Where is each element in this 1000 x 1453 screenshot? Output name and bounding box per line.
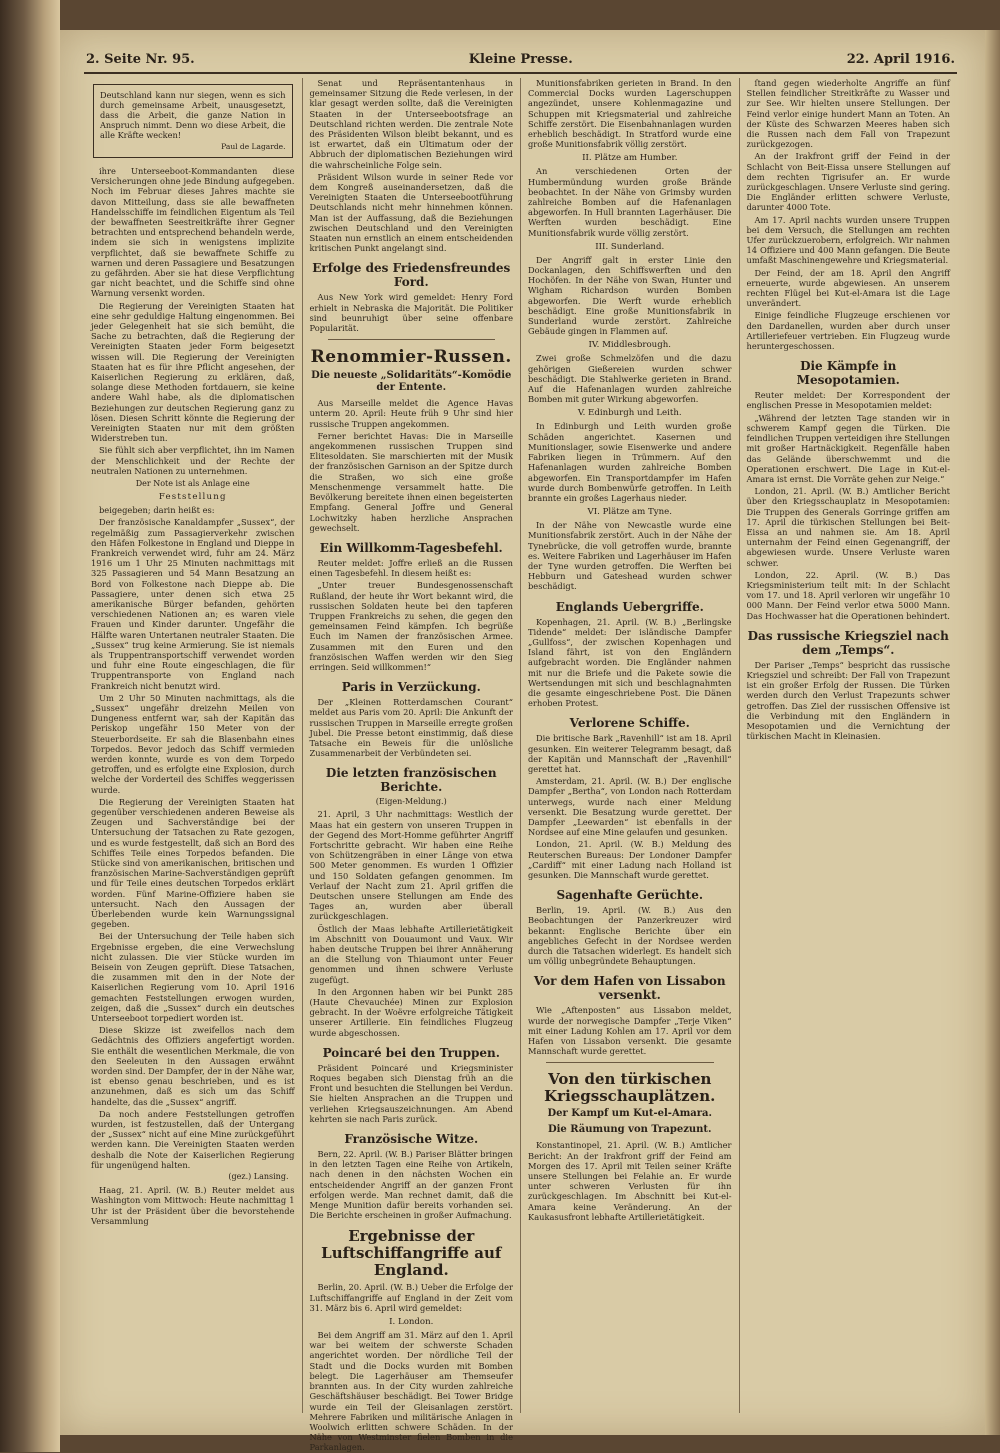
paragraph: Wie „Aftenposten“ aus Lissabon meldet, wurde der norwegische Dampfer „Terje Viken“ mit einer Ladung Kohlen am 17. April vor dem Hafen von Lissabon versenkt. Die gesamte Mannschaft wurde gerettet. bbox=[528, 1005, 732, 1057]
masthead: Kleine Presse. bbox=[468, 52, 573, 67]
signature: (gez.) Lansing. bbox=[228, 1172, 289, 1182]
columns bbox=[84, 78, 957, 1453]
paragraph: Diese Skizze ist zweifellos nach dem Gedächtnis des Offiziers angefertigt worden. Sie enthält die wesentlichen Merkmale, die von den Seeleuten in den Aussagen erwähnt worden sind. Der Dampfer, der in der Nähe war, ist ebenso genau beschrieben, und es ist anzunehmen, daß es sich um das Schiff handelte, das die „Sussex“ angriff. bbox=[91, 1025, 295, 1107]
section-title: I. London. bbox=[389, 1317, 434, 1328]
paragraph: Zwei große Schmelzöfen und die dazu gehörigen Gießereien wurden schwer beschädigt. Die Stahlwerke gerieten in Brand. Auf die Hafenanlagen wurden zahlreiche Bomben mit guter Wirkung abgeworfen. bbox=[528, 353, 732, 405]
paragraph: Die Regierung der Vereinigten Staaten hat gegenüber verschiedenen anderen Beweise als Zeugen und Sachverständige bei der Untersuchung der Tatsachen zu Rate gezogen, und es wurde festgestellt, daß sich an Bord des Schiffes Teile eines Torpedos befanden. Die Stücke sind von amerikanischen, britischen und französischen Marine-Sachverständigen geprüft und für Teile eines deutschen Torpedos erklärt worden. Fünf Marine-Offiziere haben sie untersucht. Nach den Aussagen der Überlebenden wurde kein Warnungssignal gegeben. bbox=[91, 796, 295, 930]
divider bbox=[328, 339, 496, 340]
paragraph: Kopenhagen, 21. April. (W. B.) „Berlingske Tidende“ meldet: Der isländische Dampfer „Gullfoss“, der zwischen Kopenhagen und Island fährt, ist von den Engländern aufgebracht worden. Die Engländer nahmen mit nur die Briefe und die Pakete sowie die Wertsendungen mit sich und beschlagnahmten die gesamte eingeschriebene Post. Die Dänen erhoben Protest. bbox=[528, 616, 732, 709]
column-4 bbox=[740, 78, 958, 1413]
paragraph: Die britische Bark „Ravenhill“ ist am 18. April gesunken. Ein weiterer Telegramm besagt, daß der Kapitän und Mannschaft der „Ravenhill“ gerettet hat. bbox=[528, 733, 732, 774]
headline-tagesbefehl: Ein Willkomm-Tagesbefehl. bbox=[319, 540, 503, 555]
paragraph: Reuter meldet: Der Korrespondent der englischen Presse in Mesopotamien meldet: bbox=[746, 390, 950, 411]
annex-note: Der Note ist als Anlage eine bbox=[135, 479, 250, 489]
issue-date: 22. April 1916. bbox=[846, 52, 955, 67]
page-edge bbox=[985, 30, 1000, 1435]
paragraph: Bei dem Angriff am 31. März auf den 1. April war bei weitem der schwerste Schaden angerichtet worden. Der nördliche Teil der Stadt und die Docks wurden mit Bomben belegt. Die Lagerhäuser am Themseufer brannten aus. In der City wurden zahlreiche Geschäftshäuser beschädigt. Bei Tower Bridge wurde ein Teil der Gleisanlagen zerstört. Mehrere Fabriken und militärische Anlagen in Woolwich erlitten schwere Schäden. In der Nähe von Westminster fielen Bomben in die Parkanlagen. bbox=[309, 1330, 513, 1453]
divider bbox=[546, 1062, 714, 1063]
paragraph: Berlin, 19. April. (W. B.) Aus den Beobachtungen der Panzerkreuzer wird bekannt: Englische Berichte über ein angebliches Gefecht in der Nordsee werden durch die Tatsachen widerlegt. Es handelt sich um völlig unbegründete Behauptungen. bbox=[528, 905, 732, 967]
headline-verzueckung: Paris in Verzückung. bbox=[341, 680, 481, 695]
section-title: III. Sunderland. bbox=[595, 241, 665, 252]
paragraph: ihre Unterseeboot-Kommandanten diese Versicherungen ohne jede Bindung aufgegeben. Noch im Februar dieses Jahres machte sie davon Mitteilung, dass sie alle bewaffneten Handelsschiffe im feindlichen Eigentum als Teil der bewaffneten Seestreitkräfte ihrer Gegner betrachten und entsprechend behandeln werde, indem sie sich in wenigstens implizite verpflichtet, daß sie bewaffnete Schiffe zu warnen und deren Passagiere und Besatzungen zu gefährden. Aber sie hat diese Verpflichtung gar nicht beachtet, und die Schiffe sind ohne Warnung versenkt worden. bbox=[91, 166, 295, 299]
paragraph: An verschiedenen Orten der Humbermündung wurden große Brände beobachtet. In der Nähe von Grimsby wurden zahlreiche Bomben auf die Hafenanlagen abgeworfen. In Hull brannten Lagerhäuser. Die Werften wurden beschädigt. Eine Munitionsfabrik wurde völlig zerstört. bbox=[528, 166, 732, 238]
paragraph: Präsident Poincaré und Kriegsminister Roques begaben sich Dienstag früh an die Front und besuchten die Stellungen bei Verdun. Sie hielten Ansprachen an die Truppen und verliehen Kriegsauszeichnungen. Am Abend kehrten sie nach Paris zurück. bbox=[309, 1062, 513, 1124]
paragraph: Der „Kleinen Rotterdamschen Courant“ meldet aus Paris vom 20. April: Die Ankunft der russischen Truppen in Marseille erregte großen Jubel. Die Presse betont einstimmig, daß diese Tatsache ein Beweis für die unlösliche Zusammenarbeit der Verbündeten sei. bbox=[309, 697, 513, 759]
paragraph: Konstantinopel, 21. April. (W. B.) Amtlicher Bericht: An der Irakfront griff der Feind am Morgen des 17. April mit Teilen seiner Kräfte unsere Stellungen bei Felahie an. Er wurde unter schweren Verlusten für ihn zurückgeschlagen. Im Abschnitt bei Kut-el-Amara keine Veränderung. An der Kaukasusfront lebhafte Artillerietätigkeit. bbox=[528, 1140, 732, 1222]
section-title: V. Edinburgh und Leith. bbox=[577, 408, 682, 419]
headline-renommier-russen: Renommier-Russen. bbox=[310, 347, 512, 368]
paragraph: Haag, 21. April. (W. B.) Reuter meldet aus Washington vom Mittwoch: Heute nachmittag 1 Uhr ist der Präsident über die bevorstehende Versammlung bbox=[91, 1185, 295, 1226]
paragraph: In Edinburgh und Leith wurden große Schäden angerichtet. Kasernen und Munitionslager, sowie Eisenwerke und andere Fabriken liegen in Trümmern. Auf den Hafenanlagen wurden zahlreiche Bomben abgeworfen. Ein Transportdampfer im Hafen wurde durch Bombenwürfe getroffen. In Leith brannte ein großes Lagerhaus nieder. bbox=[528, 421, 732, 503]
subheadline: Der Kampf um Kut-el-Amara. bbox=[547, 1108, 713, 1120]
paragraph: Der Feind, der am 18. April den Angriff erneuerte, wurde abgewiesen. An unserem rechten Flügel bei Kut-el-Amara ist die Lage unverändert. bbox=[746, 267, 950, 309]
paragraph: ſtand gegen wiederholte Angriffe an fünf Stellen feindlicher Streitkräfte zu Wasser und zur See. Wir hielten unsere Stellungen. Der Feind verlor einige hundert Mann an Toten. An der Küste des Schwarzen Meeres haben sich die Russen nach dem Fall von Trapezunt zurückgezogen. bbox=[746, 78, 950, 150]
paragraph: Der französische Kanaldampfer „Sussex“, der regelmäßig zum Passagierverkehr zwischen den Häfen Folkestone in England und Dieppe in Frankreich verwendet wird, fuhr am 24. März 1916 um 1 Uhr 25 Minuten nachmittags mit 325 Passagieren und 54 Mann Besatzung an Bord von Folkestone nach Dieppe ab. Die Passagiere, unter denen sich etwa 25 amerikanische Bürger befanden, gehörten verschiedenen Nationen an; es waren viele Frauen und Kinder darunter. Ungefähr die Hälfte waren Untertanen neutraler Staaten. Die „Sussex“ trug keine Armierung. Sie ist niemals als Truppentransportschiff verwendet worden und fuhr eine Route eingeschlagen, die für Truppentransporte von England nach Frankreich nicht benutzt wird. bbox=[91, 517, 295, 691]
paragraph: Der Angriff galt in erster Linie den Dockanlagen, den Schiffswerften und den Hochöfen. In der Nähe von Swan, Hunter und Wigham Richardson wurden Bomben abgeworfen. Die Werft wurde erheblich beschädigt. Eine große Munitionsfabrik in Sunderland wurde zerstört. Zahlreiche Gebäude gingen in Flammen auf. bbox=[528, 254, 732, 337]
newspaper-page bbox=[60, 30, 985, 1453]
subheadline: Die neueste „Solidaritäts“-Komödie der Entente. bbox=[311, 370, 512, 394]
source-note: (Eigen-Meldung.) bbox=[375, 797, 447, 807]
paragraph: Senat und Repräsentantenhaus in gemeinsamer Sitzung die Rede verlesen, in der klar gesagt werden sollte, daß die Vereinigten Staaten in der Unterseebootsfrage an Deutschland richten werden. Die zentrale Note des Präsidenten Wilson bleibt bekannt, und es ist erwartet, daß ein Ultimatum oder der Abbruch der diplomatischen Beziehungen wird die wahrscheinliche Folge sein. bbox=[309, 78, 513, 170]
paragraph: Um 2 Uhr 50 Minuten nachmittags, als die „Sussex“ ungefähr dreizehn Meilen von Dungeness entfernt war, sah der Kapitän das Periskop ungefähr 150 Meter von der Steuerbordseite. Er sah die Blasenbahn eines Torpedos. Bevor jedoch das Schiff vermieden werden konnte, wurde es von dem Torpedo getroffen, und es erfolgte eine Explosion, durch welche der Vorderteil des Schiffes weggerissen wurde. bbox=[91, 692, 295, 795]
section-title: IV. Middlesbrough. bbox=[588, 340, 671, 351]
headline-ford: Erfolge des Friedensfreundes Ford. bbox=[312, 261, 511, 290]
page-header bbox=[86, 52, 955, 70]
section-title: II. Plätze am Humber. bbox=[582, 153, 678, 164]
headline-kriegsziel: Das russische Kriegsziel nach dem „Temps“. bbox=[747, 628, 949, 657]
paragraph: Präsident Wilson wurde in seiner Rede vor dem Kongreß auseinandersetzen, daß die Vereinigten Staaten die Unterseebootführung Deutschlands nicht mehr hinnehmen können. Man ist der Auffassung, daß die Beziehungen zwischen Deutschland und den Vereinigten Staaten nun ernstlich an einem entscheidenden kritischen Punkt angelangt sind. bbox=[309, 171, 513, 254]
paragraph: Munitionsfabriken gerieten in Brand. In den Commercial Docks wurden Lagerschuppen angezündet, unsere Kohlenmagazine und Schuppen mit Kriegsmaterial und zahlreiche Schiffe zerstört. Die Eisenbahnanlagen wurden erheblich beschädigt. In Stratford wurde eine große Munitionsfabrik völlig zerstört. bbox=[528, 78, 732, 150]
column-2 bbox=[303, 78, 522, 1453]
paragraph: Berlin, 20. April. (W. B.) Ueber die Erfolge der Luftschiffangriffe auf England in der Zeit vom 31. März bis 6. April wird gemeldet: bbox=[309, 1282, 513, 1313]
paragraph: Bern, 22. April. (W. B.) Pariser Blätter bringen in den letzten Tagen eine Reihe von Artikeln, nach denen in den nächsten Wochen ein entscheidender Angriff an der ganzen Front erfolgen werde. Man rechnet damit, daß die Menge Munition dafür bereits vorhanden sei. Die Berichte erscheinen in großer Aufmachung. bbox=[309, 1149, 513, 1221]
paragraph: London, 21. April. (W. B.) Meldung des Reuterschen Bureaus: Der Londoner Dampfer „Cardiff“ mit einer Ladung nach Holland ist gesunken. Die Mannschaft wurde gerettet. bbox=[528, 839, 732, 880]
paragraph: „Unter treuer Bundesgenossenschaft Rußland, der heute ihr Wort bekannt wird, die russischen Soldaten heute bei den tapferen Truppen Frankreichs zu sehen, die gegen den gemeinsamen Feind kämpfen. Ich begrüße Euch im Namen der französischen Armee. Zusammen mit den Euren und den französischen Waffen werden wir den Sieg erringen. Seid willkommen!“ bbox=[309, 580, 513, 672]
motto-text: Deutschland kann nur siegen, wenn es sich durch gemeinsame Arbeit, unausgesetzt, dass die Arbeit, die ganze Nation in Anspruch nimmt. Denn wo diese Arbeit, die alle Kräfte wecken! bbox=[100, 90, 286, 140]
paragraph: Da noch andere Feststellungen getroffen wurden, ist festzustellen, daß der Untergang der „Sussex“ nicht auf eine Mine zurückgeführt werden kann. Die Vereinigten Staaten werden deshalb die Note der Kaiserlichen Regierung für ungenügend halten. bbox=[91, 1108, 295, 1170]
paragraph: Ferner berichtet Havas: Die in Marseille angekommenen russischen Truppen sind Elitesoldaten. Sie marschierten mit der Musik der französischen Garnison an der Spitze durch die Straßen, wo sich eine große Menschenmenge versammelt hatte. Die Bevölkerung bereitete ihnen einen begeisterten Empfang. General Joffre und General Lochwitzky haben herzliche Ansprachen gewechselt. bbox=[309, 430, 513, 533]
headline-luftschiffangriffe: Ergebnisse der Luftschiffangriffe auf England. bbox=[321, 1227, 502, 1280]
paragraph: An der Irakfront griff der Feind in der Schlacht von Beit-Eissa unsere Stellungen auf dem rechten Tigrisufer an. Er wurde zurückgeschlagen. Unsere Verluste sind gering. Die Engländer erlitten schwere Verluste, darunter 4000 Tote. bbox=[746, 151, 950, 213]
column-1 bbox=[84, 78, 303, 1413]
paragraph: Die Regierung der Vereinigten Staaten hat eine sehr geduldige Haltung eingenommen. Bei jeder Gelegenheit hat sie sich bemüht, die Sache zu betrachten, daß die Regierung der Vereinigten Staaten jeder Form beigesetzt wissen will. Die Regierung der Vereinigten Staaten hat es für ihre Pflicht angesehen, der Kaiserlichen Regierung zu erklären, daß, solange diese Methoden fortdauern, sie keine andere Wahl habe, als die diplomatischen Beziehungen zur deutschen Regierung ganz zu lösen. Diesen Schritt könnte die Regierung der Vereinigten Staaten nur mit dem größten Widerstreben tun. bbox=[91, 300, 295, 444]
paragraph: beigegeben; darin heißt es: bbox=[99, 505, 215, 516]
paragraph: Aus New York wird gemeldet: Henry Ford erhielt in Nebraska die Majorität. Die Politiker sind beunruhigt über seine offenbare Popularität. bbox=[309, 292, 513, 334]
paragraph: Am 17. April nachts wurden unsere Truppen bei dem Versuch, die Stellungen am rechten Ufer zurückzuerobern, erfolgreich. Wir nahmen 14 Offiziere und 400 Mann gefangen. Die Beute umfaßt Maschinengewehre und Kriegsmaterial. bbox=[746, 214, 950, 266]
motto-box bbox=[93, 84, 293, 158]
book-binding bbox=[0, 0, 60, 1452]
headline-uebergriffe: Englands Uebergriffe. bbox=[555, 599, 704, 614]
paragraph: „Während der letzten Tage standen wir in schwerem Kampf gegen die Türken. Die feindlichen Truppen verteidigen ihre Stellungen mit großer Hartnäckigkeit. Regenfälle haben das Gelände überschwemmt und die Operationen erschwert. Die Lage in Kut-el-Amara ist ernst. Die Vorräte gehen zur Neige.“ bbox=[746, 412, 950, 484]
headline-franzoesische-berichte: Die letzten französischen Berichte. bbox=[325, 766, 497, 795]
paragraph: Bei der Untersuchung der Teile haben sich Ergebnisse ergeben, die eine Verwechslung nicht zulassen. Die vier Stücke wurden im Beisein von Zeugen geprüft. Diese Tatsachen, die zusammen mit den in der Note der Kaiserlichen Regierung vom 10. April 1916 gemachten Feststellungen erwogen wurden, zeigen, daß die „Sussex“ durch ein deutsches Unterseeboot torpediert worden ist. bbox=[91, 931, 295, 1024]
headline-verlorene-schiffe: Verlorene Schiffe. bbox=[569, 716, 690, 731]
paragraph: Reuter meldet: Joffre erließ an die Russen einen Tagesbefehl. In diesem heißt es: bbox=[309, 557, 513, 579]
paragraph: In der Nähe von Newcastle wurde eine Munitionsfabrik zerstört. Auch in der Nähe der Tynebrücke, die voll getroffen wurde, brannte es. Weitere Fabriken und Lagerhäuser im Hafen der Tyne wurden getroffen. Die Werften bei Hebburn und Gateshead wurden schwer beschädigt. bbox=[528, 520, 732, 592]
motto-source: Paul de Lagarde. bbox=[221, 142, 286, 151]
section-title: Feststellung bbox=[158, 492, 227, 503]
paragraph: Einige feindliche Flugzeuge erschienen vor den Dardanellen, wurden aber durch unser Artilleriefeuer vertrieben. Ein Flugzeug wurde heruntergeschossen. bbox=[746, 310, 950, 352]
headline-poincare: Poincaré bei den Truppen. bbox=[322, 1045, 500, 1060]
column-3 bbox=[521, 78, 740, 1413]
paragraph: Östlich der Maas lebhafte Artillerietätigkeit im Abschnitt von Douaumont und Vaux. Wir haben deutsche Truppen bei ihrer Annäherung an die Stellung von Thiaumont unter Feuer genommen und ihnen schwere Verluste zugefügt. bbox=[309, 923, 513, 985]
headline-lissabon: Vor dem Hafen von Lissabon versenkt. bbox=[533, 974, 726, 1003]
section-title: VI. Plätze am Tyne. bbox=[587, 507, 672, 518]
paragraph: London, 22. April. (W. B.) Das Kriegsministerium teilt mit: In der Schlacht vom 17. und 18. April verloren wir ungefähr 10 000 Mann. Der Feind verlor etwa 5000 Mann. Das Hochwasser hat die Operationen behindert. bbox=[746, 569, 950, 621]
headline-tuerkische-kriegsschauplaetze: Von den türkischen Kriegsschauplätzen. bbox=[544, 1070, 716, 1106]
paragraph: Sie fühlt sich aber verpflichtet, ihn im Namen der Menschlichkeit und der Rechte der neutralen Nationen zu unternehmen. bbox=[91, 445, 295, 476]
paragraph: London, 21. April. (W. B.) Amtlicher Bericht über den Kriegsschauplatz in Mesopotamien: Die Truppen des Generals Gorringe griffen am 17. April die türkischen Stellungen bei Beit-Eissa an und nahmen sie. Am 18. April unternahm der Feind einen Gegenangriff, der abgewiesen wurde. Unsere Verluste waren schwer. bbox=[746, 486, 950, 568]
headline-witze: Französische Witze. bbox=[344, 1132, 479, 1147]
headline-mesopotamien: Die Kämpfe in Mesopotamien. bbox=[796, 359, 900, 388]
paragraph: In den Argonnen haben wir bei Punkt 285 (Haute Chevauchée) Minen zur Explosion gebracht. In der Woëvre erfolgreiche Tätigkeit unserer Artillerie. Ein feindliches Flugzeug wurde abgeschossen. bbox=[309, 986, 513, 1038]
header-rule bbox=[84, 72, 957, 74]
paragraph: Der Pariser „Temps“ bespricht das russische Kriegsziel und schreibt: Der Fall von Trapezunt ist ein großer Erfolg der Russen. Die Türken werden durch den Verlust Trapezunts schwer getroffen. Das Ziel der russischen Offensive ist die Verbindung mit den Engländern in Mesopotamien und die Vernichtung der türkischen Macht in Kleinasien. bbox=[746, 659, 950, 742]
headline-geruechte: Sagenhafte Gerüchte. bbox=[556, 888, 704, 903]
page-number: 2. Seite Nr. 95. bbox=[86, 52, 195, 67]
paragraph: 21. April, 3 Uhr nachmittags: Westlich der Maas hat ein gestern von unseren Truppen in der Gegend des Mort-Homme geführter Angriff Fortschritte gebracht. Wir haben eine Reihe von Schützengräben in einer Länge von etwa 500 Meter genommen. Es wurden 1 Offizier und 150 Soldaten gefangen genommen. Im Verlauf der Nacht zum 21. April griffen die Deutschen unsere Stellungen am Ende des Tages an, wurden aber überall zurückgeschlagen. bbox=[309, 809, 513, 922]
paragraph: Amsterdam, 21. April. (W. B.) Der englische Dampfer „Bertha“, von London nach Rotterdam unterwegs, wurde nach einer Meldung versenkt. Die Besatzung wurde gerettet. Der Dampfer „Leewarden“ ist ebenfalls in der Nordsee auf eine Mine gelaufen und gesunken. bbox=[528, 776, 732, 838]
subheadline: Die Räumung von Trapezunt. bbox=[547, 1124, 712, 1136]
paragraph: Aus Marseille meldet die Agence Havas unterm 20. April: Heute früh 9 Uhr sind hier russische Truppen angekommen. bbox=[309, 398, 513, 429]
